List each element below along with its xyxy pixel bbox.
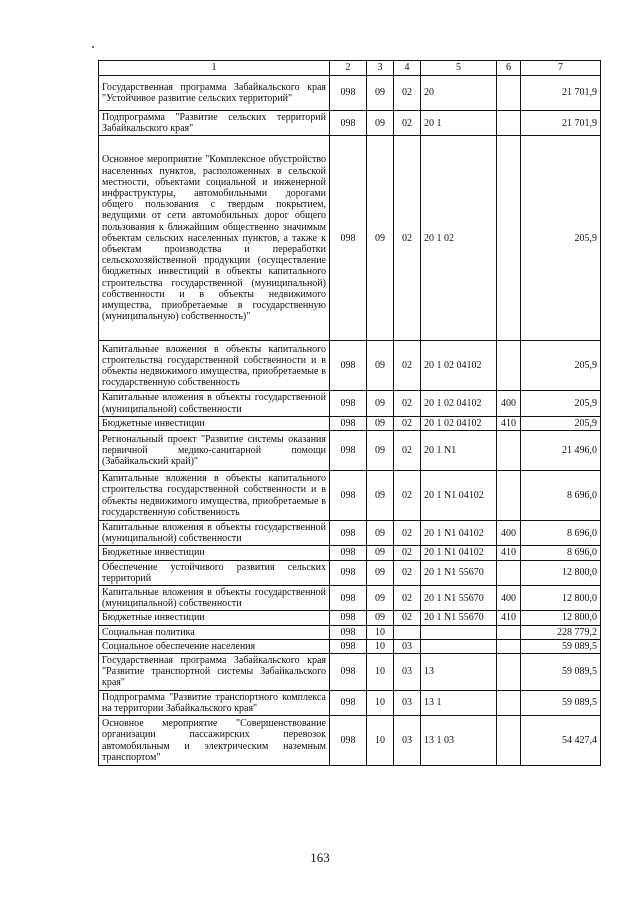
cell-amount: 54 427,4	[521, 716, 601, 766]
cell-section: 10	[367, 639, 394, 653]
cell-target-item: 20 1 N1 55670	[421, 586, 497, 611]
cell-subsection: 02	[394, 586, 421, 611]
cell-ministry: 098	[330, 341, 367, 391]
cell-section: 09	[367, 391, 394, 416]
cell-target-item: 20 1 02	[421, 136, 497, 341]
cell-amount: 12 800,0	[521, 611, 601, 625]
cell-amount: 21 496,0	[521, 431, 601, 471]
cell-amount: 59 089,5	[521, 690, 601, 715]
cell-expense-type	[497, 341, 521, 391]
header-ministry: 2	[330, 61, 367, 76]
cell-subsection	[394, 625, 421, 639]
table-row	[99, 611, 601, 625]
cell-target-item: 20 1	[421, 111, 497, 136]
cell-amount: 205,9	[521, 136, 601, 341]
cell-expense-type	[497, 716, 521, 766]
cell-section: 09	[367, 416, 394, 430]
cell-expense-type	[497, 111, 521, 136]
cell-target-item: 20	[421, 76, 497, 111]
cell-name: Капитальные вложения в объекты государственной (муниципальной) собственности	[99, 391, 330, 416]
cell-expense-type	[497, 639, 521, 653]
cell-amount: 205,9	[521, 416, 601, 430]
cell-ministry: 098	[330, 716, 367, 766]
cell-section: 09	[367, 546, 394, 560]
header-target-item: 5	[421, 61, 497, 76]
cell-section: 09	[367, 521, 394, 546]
cell-name: Государственная программа Забайкальского края "Развитие транспортной системы Забайкальского края"	[99, 654, 330, 691]
budget-table	[98, 60, 601, 766]
cell-amount: 8 696,0	[521, 546, 601, 560]
cell-expense-type	[497, 76, 521, 111]
cell-subsection: 03	[394, 654, 421, 691]
cell-amount: 12 800,0	[521, 560, 601, 585]
table-row	[99, 716, 601, 766]
cell-name: Капитальные вложения в объекты государственной (муниципальной) собственности	[99, 521, 330, 546]
table-row	[99, 391, 601, 416]
cell-amount: 59 089,5	[521, 639, 601, 653]
cell-name: Государственная программа Забайкальского края "Устойчивое развитие сельских территорий"	[99, 76, 330, 111]
cell-name: Капитальные вложения в объекты капитального строительства государственной собственности и в объекты недвижимого имущества, приобретаемые в государственную собственность	[99, 341, 330, 391]
cell-subsection: 02	[394, 76, 421, 111]
cell-ministry: 098	[330, 654, 367, 691]
cell-ministry: 098	[330, 639, 367, 653]
cell-section: 09	[367, 431, 394, 471]
cell-subsection: 02	[394, 471, 421, 521]
cell-target-item: 20 1 02 04102	[421, 416, 497, 430]
cell-target-item	[421, 625, 497, 639]
table-row	[99, 431, 601, 471]
cell-ministry: 098	[330, 391, 367, 416]
cell-target-item: 20 1 N1 04102	[421, 471, 497, 521]
cell-ministry: 098	[330, 521, 367, 546]
cell-subsection: 02	[394, 341, 421, 391]
cell-subsection: 02	[394, 391, 421, 416]
cell-amount: 8 696,0	[521, 471, 601, 521]
cell-expense-type	[497, 136, 521, 341]
header-name: 1	[99, 61, 330, 76]
cell-expense-type: 400	[497, 521, 521, 546]
cell-section: 10	[367, 654, 394, 691]
cell-target-item: 20 1 N1 55670	[421, 611, 497, 625]
cell-amount: 205,9	[521, 341, 601, 391]
cell-target-item: 20 1 N1 04102	[421, 546, 497, 560]
table-row	[99, 471, 601, 521]
table-row	[99, 111, 601, 136]
cell-subsection: 03	[394, 639, 421, 653]
cell-name: Основное мероприятие "Комплексное обустройство населенных пунктов, расположенных в сельской местности, объектами социальной и инженерной инфраструктуры, автомобильными дорогами общего пользования с твердым покрытием, ведущими от сети автомобильных дорог общего пользования к ближайшим общественно значимым объектам сельских населенных пунктов, а также к объектам производства и переработки сельскохозяйственной продукции (осуществление бюджетных инвестиций в объекты капитального строительства государственной (муниципальной) собственности и в объекты недвижимого имущества, приобретаемые в государственную (муниципальную) собственность)"	[99, 136, 330, 341]
cell-name: Социальное обеспечение населения	[99, 639, 330, 653]
cell-amount: 228 779,2	[521, 625, 601, 639]
cell-target-item: 13 1	[421, 690, 497, 715]
header-amount: 7	[521, 61, 601, 76]
scan-speck	[92, 46, 94, 48]
cell-ministry: 098	[330, 625, 367, 639]
cell-subsection: 03	[394, 716, 421, 766]
cell-section: 09	[367, 560, 394, 585]
cell-ministry: 098	[330, 136, 367, 341]
cell-subsection: 03	[394, 690, 421, 715]
cell-subsection: 02	[394, 521, 421, 546]
cell-section: 09	[367, 471, 394, 521]
cell-subsection: 02	[394, 136, 421, 341]
cell-amount: 8 696,0	[521, 521, 601, 546]
cell-target-item: 20 1 N1 04102	[421, 521, 497, 546]
cell-target-item: 13 1 03	[421, 716, 497, 766]
cell-name: Социальная политика	[99, 625, 330, 639]
header-expense-type: 6	[497, 61, 521, 76]
cell-ministry: 098	[330, 611, 367, 625]
header-subsection: 4	[394, 61, 421, 76]
cell-expense-type: 400	[497, 391, 521, 416]
cell-target-item: 20 1 N1	[421, 431, 497, 471]
cell-ministry: 098	[330, 111, 367, 136]
cell-name: Бюджетные инвестиции	[99, 611, 330, 625]
cell-section: 09	[367, 586, 394, 611]
cell-section: 09	[367, 611, 394, 625]
cell-expense-type	[497, 431, 521, 471]
cell-target-item: 20 1 02 04102	[421, 391, 497, 416]
cell-section: 10	[367, 690, 394, 715]
cell-name: Подпрограмма "Развитие сельских территорий Забайкальского края"	[99, 111, 330, 136]
header-section: 3	[367, 61, 394, 76]
cell-name: Региональный проект "Развитие системы оказания первичной медико-санитарной помощи (Забайкальский край)"	[99, 431, 330, 471]
table-row	[99, 546, 601, 560]
cell-expense-type	[497, 560, 521, 585]
table-row	[99, 341, 601, 391]
cell-name: Основное мероприятие "Совершенствование организации пассажирских перевозок автомобильным и электрическим наземным транспортом"	[99, 716, 330, 766]
table-row	[99, 586, 601, 611]
cell-section: 09	[367, 76, 394, 111]
cell-amount: 59 089,5	[521, 654, 601, 691]
cell-amount: 205,9	[521, 391, 601, 416]
table-row	[99, 521, 601, 546]
cell-ministry: 098	[330, 586, 367, 611]
cell-subsection: 02	[394, 431, 421, 471]
table-row	[99, 76, 601, 111]
cell-expense-type	[497, 471, 521, 521]
cell-subsection: 02	[394, 416, 421, 430]
cell-target-item	[421, 639, 497, 653]
table-row	[99, 654, 601, 691]
cell-target-item: 20 1 02 04102	[421, 341, 497, 391]
cell-amount: 21 701,9	[521, 111, 601, 136]
table-row	[99, 136, 601, 341]
cell-target-item: 20 1 N1 55670	[421, 560, 497, 585]
cell-subsection: 02	[394, 560, 421, 585]
cell-name: Бюджетные инвестиции	[99, 416, 330, 430]
cell-name: Обеспечение устойчивого развития сельских территорий	[99, 560, 330, 585]
cell-expense-type: 410	[497, 611, 521, 625]
cell-ministry: 098	[330, 431, 367, 471]
cell-amount: 21 701,9	[521, 76, 601, 111]
page-number: 163	[310, 850, 330, 865]
cell-ministry: 098	[330, 690, 367, 715]
cell-name: Подпрограмма "Развитие транспортного комплекса на территории Забайкальского края"	[99, 690, 330, 715]
cell-expense-type: 400	[497, 586, 521, 611]
cell-expense-type	[497, 690, 521, 715]
cell-section: 10	[367, 625, 394, 639]
cell-expense-type: 410	[497, 416, 521, 430]
cell-name: Капитальные вложения в объекты капитального строительства государственной собственности и в объекты недвижимого имущества, приобретаемые в государственную собственность	[99, 471, 330, 521]
cell-target-item: 13	[421, 654, 497, 691]
cell-section: 09	[367, 341, 394, 391]
table-header-row	[99, 61, 601, 76]
cell-amount: 12 800,0	[521, 586, 601, 611]
cell-name: Капитальные вложения в объекты государственной (муниципальной) собственности	[99, 586, 330, 611]
cell-subsection: 02	[394, 611, 421, 625]
cell-expense-type	[497, 654, 521, 691]
cell-expense-type: 410	[497, 546, 521, 560]
cell-expense-type	[497, 625, 521, 639]
cell-section: 10	[367, 716, 394, 766]
table-row	[99, 560, 601, 585]
table-row	[99, 416, 601, 430]
cell-ministry: 098	[330, 560, 367, 585]
cell-ministry: 098	[330, 416, 367, 430]
cell-subsection: 02	[394, 111, 421, 136]
cell-ministry: 098	[330, 471, 367, 521]
table-body	[99, 76, 601, 766]
table-row	[99, 639, 601, 653]
cell-name: Бюджетные инвестиции	[99, 546, 330, 560]
table-row	[99, 625, 601, 639]
cell-section: 09	[367, 136, 394, 341]
table-row	[99, 690, 601, 715]
cell-ministry: 098	[330, 546, 367, 560]
cell-ministry: 098	[330, 76, 367, 111]
cell-section: 09	[367, 111, 394, 136]
cell-subsection: 02	[394, 546, 421, 560]
